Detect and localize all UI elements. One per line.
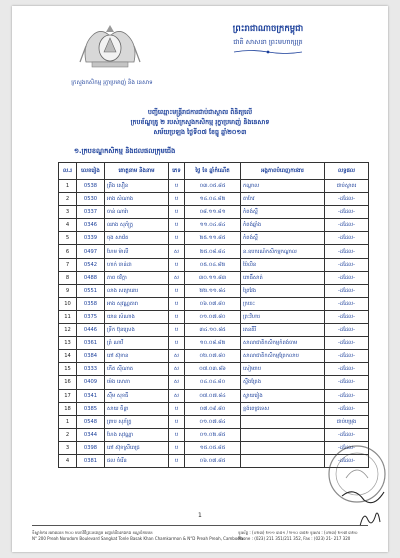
header-code: លេខរៀង <box>77 163 105 180</box>
row-name: អាង សុវណ្ណតារា <box>105 297 169 310</box>
row-number: 15 <box>59 363 77 376</box>
row-sex: ប <box>169 324 185 337</box>
row-dob: ១៥.០៥.៨៥ <box>185 441 241 454</box>
row-name: ហែង សុវណ្ណា <box>105 428 169 441</box>
header-sex: ភេទ <box>169 163 185 180</box>
row-dob: ៣០.១១.៨៣ <box>185 271 241 284</box>
table-row <box>59 245 369 258</box>
row-number: 4 <box>59 454 77 467</box>
row-result: -ដដែល- <box>325 232 369 245</box>
ornament-divider <box>234 49 302 55</box>
row-dob: ០៧.០៧.៨៤ <box>185 389 241 402</box>
header-workplace: អង្គភាពបំពេញការងារ <box>241 163 325 180</box>
row-sex: ប <box>169 232 185 245</box>
row-number: 2 <box>59 428 77 441</box>
row-workplace <box>241 428 325 441</box>
row-sex: ប <box>169 180 185 193</box>
table-row <box>59 284 369 297</box>
row-sex: ប <box>169 310 185 323</box>
row-result: -ដដែល- <box>325 376 369 389</box>
row-name: ពៅ ស៊ុខស្រីពេជ្រ <box>105 441 169 454</box>
row-result: -ដដែល- <box>325 193 369 206</box>
row-name: ហាក់ ចាន់ដា <box>105 258 169 271</box>
row-number: 14 <box>59 350 77 363</box>
row-dob: ៣៤.១០.៨៥ <box>185 324 241 337</box>
royal-coat-of-arms-emblem <box>78 22 142 72</box>
row-dob: ០៣.០៥.៨៥ <box>185 180 241 193</box>
row-workplace: កំពង់ស្ពឺ <box>241 232 325 245</box>
row-name: ចាន់ ណារ៉ា <box>105 206 169 219</box>
title-line: បញ្ជីឈ្មោះមន្ត្រីរាជការជាប់ជាស្ថាពរ ពិនិត្យលើ <box>147 109 253 116</box>
row-name: ចុង សាវ៉េត <box>105 232 169 245</box>
row-number: 8 <box>59 271 77 284</box>
table-row <box>59 206 369 219</box>
row-name: លាង សត្យានោរ <box>105 284 169 297</box>
row-number: 17 <box>59 389 77 402</box>
footer-contact-english: Phone : (023) 211 351/211 352, Fax : (023) 21- 217 320 <box>238 536 351 541</box>
table-body <box>59 180 369 468</box>
table-row <box>59 376 369 389</box>
row-dob: ០១.០២.៨៥ <box>185 428 241 441</box>
footer-address-english: N° 200 Preah Norodom Boulevard Sangkat Tonle Basak Khan Chamkarmon & N°D Preah Preah, Cambodia <box>32 536 244 541</box>
footer-contact-khmer: ទូរស័ព្ទ : (០២៣) ២១១ ៣៥១ / ២១០ ៣៥២ ទូរសារ : (០២៣) ២១៧ ៣២០ <box>238 530 358 535</box>
row-name: ភាព ថវិក្កា <box>105 271 169 284</box>
row-code: 0344 <box>77 428 105 441</box>
row-code: 0375 <box>77 310 105 323</box>
handwritten-signature <box>356 506 384 530</box>
row-code: 0384 <box>77 350 105 363</box>
row-sex: ស <box>169 376 185 389</box>
row-result: -ដដែល- <box>325 219 369 232</box>
row-sex: ប <box>169 402 185 415</box>
row-result: -ដដែល- <box>325 350 369 363</box>
row-name: ព្រាប សុភ័ក្ត្រ <box>105 415 169 428</box>
results-table <box>58 162 369 468</box>
table-row <box>59 389 369 402</box>
national-motto: ជាតិ សាសនា ព្រះមហាក្សត្រ <box>233 38 303 46</box>
row-dob: ១១.០៤.៨៤ <box>185 219 241 232</box>
row-number: 3 <box>59 206 77 219</box>
row-sex: ប <box>169 193 185 206</box>
row-sex: ប <box>169 284 185 297</box>
row-code: 0346 <box>77 219 105 232</box>
footer-address <box>32 530 244 542</box>
row-workplace: រតនគីរី <box>241 324 325 337</box>
row-result: -ដដែល- <box>325 363 369 376</box>
row-sex: ស <box>169 363 185 376</box>
table-row <box>59 415 369 428</box>
row-sex: ប <box>169 428 185 441</box>
row-number: 12 <box>59 324 77 337</box>
row-sex: ប <box>169 219 185 232</box>
table-row <box>59 324 369 337</box>
row-code: 0358 <box>77 297 105 310</box>
row-name: សាយ ចិន្តា <box>105 402 169 415</box>
row-sex: ប <box>169 258 185 271</box>
table-header-row <box>59 163 369 180</box>
row-sex: ប <box>169 454 185 467</box>
row-result: -ដដែល- <box>325 271 369 284</box>
row-name: ហែម ម៉ាលី <box>105 245 169 258</box>
row-code: 0381 <box>77 454 105 467</box>
table-row <box>59 428 369 441</box>
row-workplace <box>241 454 325 467</box>
row-dob: ១៤.០៤.៨២ <box>185 193 241 206</box>
row-number: 4 <box>59 219 77 232</box>
row-name: ទ្រីក ប៊ុនស្រេង <box>105 324 169 337</box>
row-workplace: ន.ឧបករណ៍កសិកម្មកណ្តាល <box>241 245 325 258</box>
header-dob: ថ្ងៃ ខែ ឆ្នាំកំណើត <box>185 163 241 180</box>
page-number: 1 <box>198 512 202 519</box>
footer-address-khmer: ទីស្នាក់ការ អគារលេខ ២០០ មហាវិថីព្រះនរោត្តម សង្កាត់បឹងកេងកង ខណ្ឌចំការមន <box>32 530 153 535</box>
row-number: 2 <box>59 193 77 206</box>
row-result: ជាប់ស្ថាពរ <box>325 180 369 193</box>
row-dob: ២៥.០៨.៨៤ <box>185 245 241 258</box>
row-code: 0339 <box>77 232 105 245</box>
row-code: 0409 <box>77 376 105 389</box>
footer-contact <box>238 530 372 542</box>
row-workplace: សាលាជាតិកសិកម្មកំពង់ចាម <box>241 337 325 350</box>
row-result: -ដដែល- <box>325 310 369 323</box>
table-row <box>59 258 369 271</box>
row-workplace: សៀមរាប <box>241 363 325 376</box>
table-row <box>59 363 369 376</box>
row-name: ពៅ ស៊ុខាន <box>105 350 169 363</box>
row-number: 1 <box>59 180 77 193</box>
table-row <box>59 350 369 363</box>
section-heading: ១.ក្របខណ្ឌកសិកម្ម និងជលផលក្រុមជើង <box>74 147 176 155</box>
row-number: 1 <box>59 415 77 428</box>
row-dob: ០៤.០៤.៨០ <box>185 376 241 389</box>
row-number: 16 <box>59 376 77 389</box>
row-code: 0530 <box>77 193 105 206</box>
row-dob: ០៦.០៧.៨៥ <box>185 454 241 467</box>
row-result: -ដដែល- <box>325 428 369 441</box>
table-row <box>59 232 369 245</box>
row-workplace: កំពង់ឆ្នាំង <box>241 219 325 232</box>
row-name: ឈាង សុភ័ក្ត្រ <box>105 219 169 232</box>
row-dob: ០៧.០៣.៨៦ <box>185 363 241 376</box>
row-result: -ដដែល- <box>325 258 369 271</box>
row-code: 0497 <box>77 245 105 258</box>
row-number: 13 <box>59 337 77 350</box>
row-sex: ស <box>169 389 185 402</box>
footer-rule <box>32 525 368 526</box>
row-name: កើត ស៊ីណាត <box>105 363 169 376</box>
row-workplace: ស្ទឹងត្រែង <box>241 376 325 389</box>
row-dob: ០១.០៧.៨៤ <box>185 415 241 428</box>
table-row <box>59 271 369 284</box>
row-code: 0337 <box>77 206 105 219</box>
row-dob: ០៥.០៤.៨២ <box>185 258 241 271</box>
row-name: ព្រីង សឿន <box>105 180 169 193</box>
row-dob: ២៥.១១.៨៥ <box>185 232 241 245</box>
row-result: -ដដែល- <box>325 206 369 219</box>
row-dob: ០៦.០៧.៨០ <box>185 297 241 310</box>
row-workplace: ពោធិ៍សាត់ <box>241 271 325 284</box>
row-dob: ០៨.១១.៨១ <box>185 206 241 219</box>
row-number: 11 <box>59 310 77 323</box>
row-workplace: តាកែវ <box>241 193 325 206</box>
row-sex: ស <box>169 350 185 363</box>
document-page <box>12 6 388 552</box>
row-sex: ប <box>169 297 185 310</box>
title-line: សម័យប្រឡង ថ្ងៃទី០៧ ខែធ្នូ ឆ្នាំ២០១៣ <box>153 129 247 136</box>
row-result: -ដដែល- <box>325 284 369 297</box>
table-row <box>59 337 369 350</box>
row-workplace <box>241 441 325 454</box>
row-result: ជាប់បម្រុង <box>325 415 369 428</box>
header-name: គោត្តនាម និងនាម <box>105 163 169 180</box>
row-result: -ដដែល- <box>325 454 369 467</box>
row-code: 0488 <box>77 271 105 284</box>
row-code: 0542 <box>77 258 105 271</box>
document-title <box>52 108 348 138</box>
table-row <box>59 193 369 206</box>
row-number: 6 <box>59 245 77 258</box>
row-sex: ប <box>169 415 185 428</box>
table-row <box>59 310 369 323</box>
row-name: ផល ចំរើន <box>105 454 169 467</box>
row-sex: ប <box>169 441 185 454</box>
row-code: 0548 <box>77 415 105 428</box>
row-sex: ស <box>169 245 185 258</box>
row-dob: ២២.១១.៨៤ <box>185 284 241 297</box>
row-code: 0385 <box>77 402 105 415</box>
row-workplace: ខ្ពង់ពេជ្រទេស <box>241 402 325 415</box>
table-row <box>59 219 369 232</box>
table-row <box>59 454 369 467</box>
row-number: 7 <box>59 258 77 271</box>
row-number: 3 <box>59 441 77 454</box>
row-code: 0341 <box>77 389 105 402</box>
row-result: -ដដែល- <box>325 337 369 350</box>
row-code: 0333 <box>77 363 105 376</box>
row-dob: ០២.០៧.៨០ <box>185 350 241 363</box>
row-name: ម៉េង សោភា <box>105 376 169 389</box>
row-result: -ដដែល- <box>325 245 369 258</box>
kingdom-heading: ព្រះរាជាណាចក្រកម្ពុជា <box>232 24 304 34</box>
row-number: 10 <box>59 297 77 310</box>
row-dob: ១០.០៨.៨២ <box>185 337 241 350</box>
title-line: ក្របខ័ណ្ឌគ្រូ ២ របស់ក្រសួងកសិកម្ម រុក្ខាប្រមាញ់ និងនេសាទ <box>130 119 270 126</box>
row-name: អាង សំណាង <box>105 193 169 206</box>
table-row <box>59 441 369 454</box>
row-workplace: ព្រៃវែង <box>241 284 325 297</box>
row-name: ស៊ឹម សុខធី <box>105 389 169 402</box>
row-workplace <box>241 415 325 428</box>
row-name: ព្រំ ណាវី <box>105 337 169 350</box>
row-result: -ដដែល- <box>325 324 369 337</box>
row-number: 9 <box>59 284 77 297</box>
row-code: 0446 <box>77 324 105 337</box>
row-workplace: ស្វាយរៀង <box>241 389 325 402</box>
row-workplace: ប៉ៃលិន <box>241 258 325 271</box>
row-name: យាន សំណាង <box>105 310 169 323</box>
ministry-caption: ក្រសួងកសិកម្ម រុក្ខាប្រមាញ់ និង នេសាទ <box>71 80 153 86</box>
header-result: លទ្ធផល <box>325 163 369 180</box>
row-result: -ដដែល- <box>325 441 369 454</box>
row-number: 18 <box>59 402 77 415</box>
row-sex: ស <box>169 271 185 284</box>
row-workplace: ព្រះវិហារ <box>241 310 325 323</box>
row-result: -ដដែល- <box>325 297 369 310</box>
row-result: -ដដែល- <box>325 389 369 402</box>
row-code: 0398 <box>77 441 105 454</box>
row-workplace: សាលាជាតិកសិកម្មព្រែកលាប <box>241 350 325 363</box>
row-sex: ប <box>169 337 185 350</box>
row-dob: ០១.០៧.៨០ <box>185 310 241 323</box>
table-row <box>59 402 369 415</box>
row-code: 0538 <box>77 180 105 193</box>
table-row <box>59 180 369 193</box>
row-workplace: ក្រចេះ <box>241 297 325 310</box>
official-seal-stamp <box>324 438 390 512</box>
row-result: -ដដែល- <box>325 402 369 415</box>
row-workplace: កណ្តាល <box>241 180 325 193</box>
row-code: 0551 <box>77 284 105 297</box>
table-row <box>59 297 369 310</box>
row-sex: ប <box>169 206 185 219</box>
row-number: 5 <box>59 232 77 245</box>
header-no: ល.រ <box>59 163 77 180</box>
row-code: 0361 <box>77 337 105 350</box>
row-dob: ០៧.០៩.៨០ <box>185 402 241 415</box>
row-workplace: កំពង់ស្ពឺ <box>241 206 325 219</box>
